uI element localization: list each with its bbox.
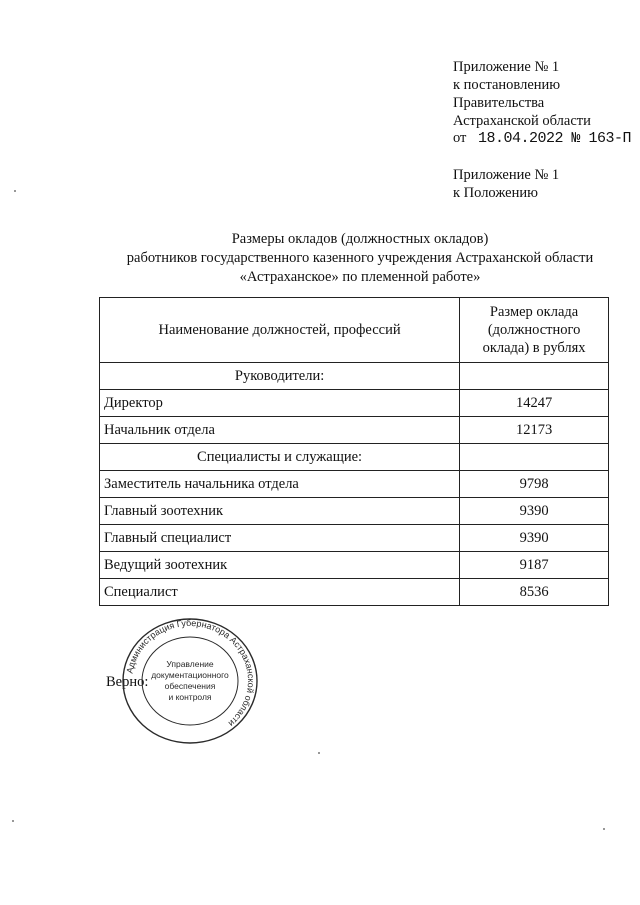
subheader-line-2: к Положению: [453, 185, 538, 201]
group-label: Специалисты и служащие:: [100, 444, 460, 471]
salary-value: 12173: [460, 417, 609, 444]
salary-value: 14247: [460, 390, 609, 417]
table-row: [100, 471, 609, 498]
table-row: [100, 417, 609, 444]
scan-speck: [14, 190, 16, 192]
header-line-4: Астраханской области: [453, 113, 591, 129]
group-empty-cell: [460, 444, 609, 471]
verno-label: Верно:: [106, 674, 149, 690]
table-row: [100, 525, 609, 552]
subheader-line-1: Приложение № 1: [453, 167, 560, 183]
position-name: Начальник отдела: [100, 417, 460, 444]
title-line-1: Размеры окладов (должностных окладов): [231, 231, 489, 247]
scan-speck: [12, 820, 14, 822]
salary-table: [99, 297, 609, 606]
stamp-inner-line-3: обеспечения: [164, 681, 216, 691]
header-date-line: [453, 130, 631, 147]
title-line-2: работников государственного казенного учреждения Астраханской области: [126, 250, 594, 266]
stamp-outer-textpath: Администрация Губернатора Астраханской области: [124, 617, 257, 729]
group-label: Руководители:: [100, 363, 460, 390]
scan-speck: [603, 828, 605, 830]
col-header-position: Наименование должностей, профессий: [100, 298, 460, 363]
group-empty-cell: [460, 363, 609, 390]
position-name: Специалист: [100, 579, 460, 606]
table-row: [100, 552, 609, 579]
header-line-3: Правительства: [453, 95, 545, 111]
position-name: Заместитель начальника отдела: [100, 471, 460, 498]
position-name: Главный специалист: [100, 525, 460, 552]
table-group-row: [100, 363, 609, 390]
table-row: [100, 579, 609, 606]
table-group-row: [100, 444, 609, 471]
position-name: Директор: [100, 390, 460, 417]
table-header-row: [100, 298, 609, 363]
stamp-inner-line-2: документационного: [151, 670, 229, 680]
scan-speck: [318, 752, 320, 754]
salary-value: 8536: [460, 579, 609, 606]
position-name: Ведущий зоотехник: [100, 552, 460, 579]
col-header-salary: Размер оклада (должностного оклада) в рублях: [460, 298, 609, 363]
table-row: [100, 498, 609, 525]
date-prefix: от: [453, 130, 467, 146]
salary-value: 9798: [460, 471, 609, 498]
header-line-1: Приложение № 1: [453, 59, 560, 75]
position-name: Главный зоотехник: [100, 498, 460, 525]
salary-value: 9187: [460, 552, 609, 579]
official-stamp: [120, 617, 260, 745]
title-line-3: «Астраханское» по племенной работе»: [239, 269, 481, 285]
header-line-2: к постановлению: [453, 77, 561, 93]
salary-value: 9390: [460, 498, 609, 525]
stamp-inner-line-1: Управление: [166, 659, 214, 669]
salary-value: 9390: [460, 525, 609, 552]
table-row: [100, 390, 609, 417]
stamp-inner-line-4: и контроля: [168, 692, 212, 702]
document-title: [100, 230, 620, 287]
date-number: 18.04.2022 № 163-П: [478, 130, 632, 147]
